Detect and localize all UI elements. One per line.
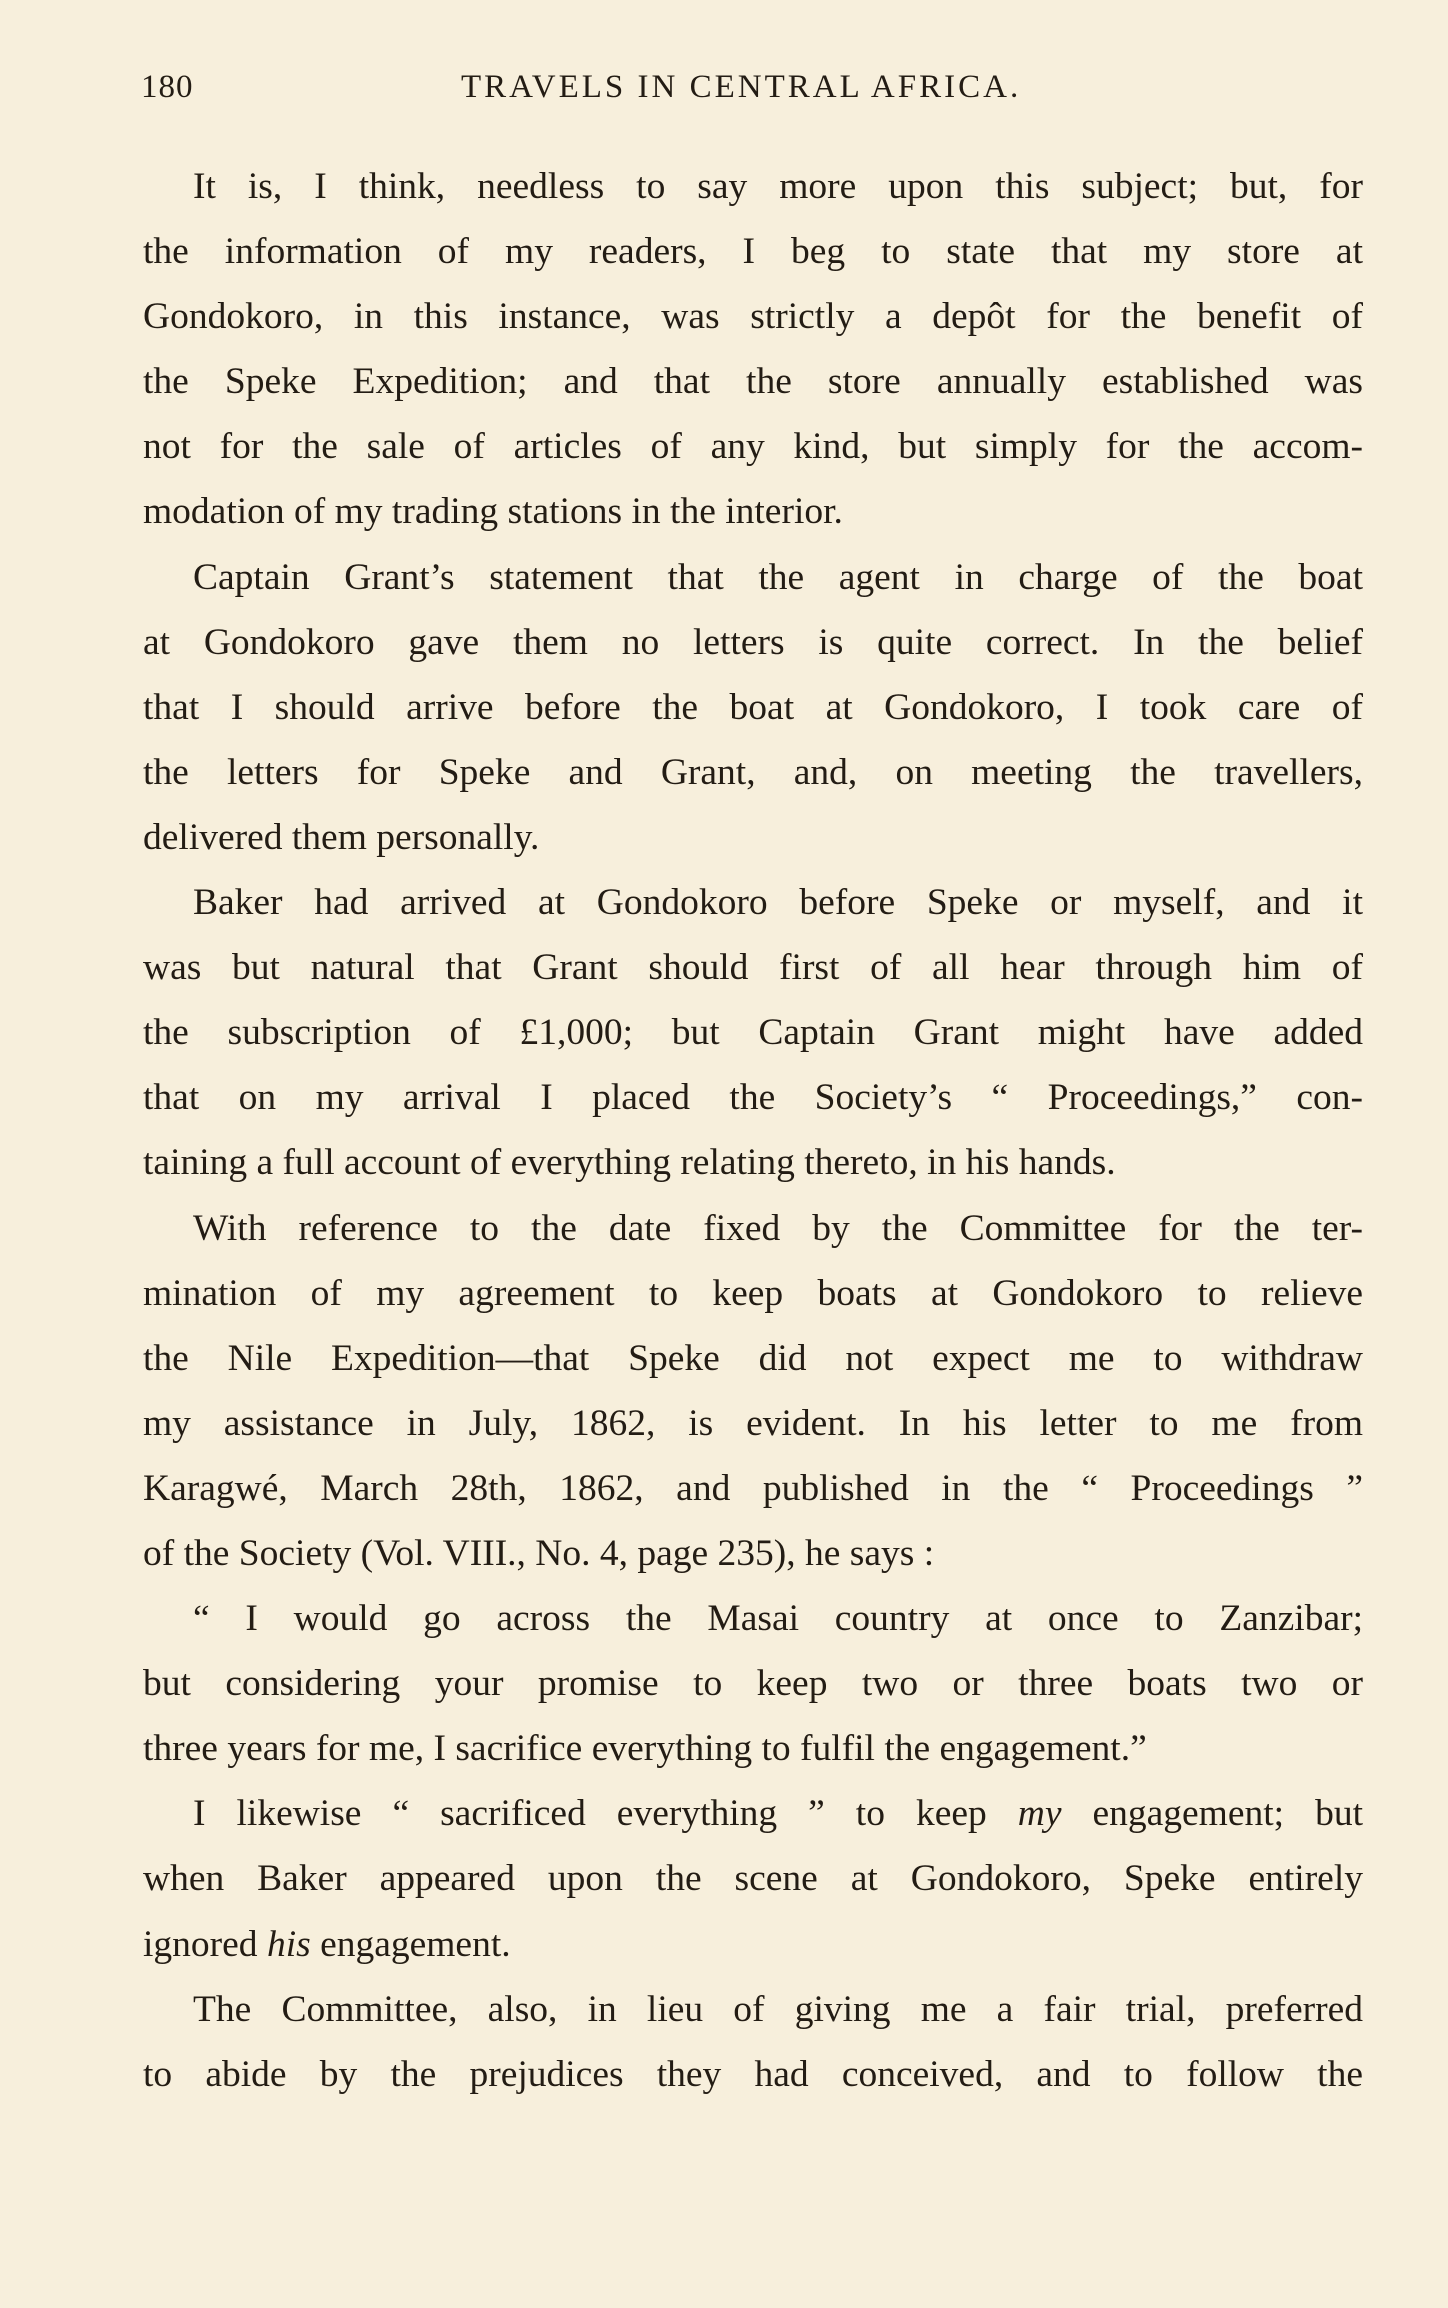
text-line: Gondokoro, in this instance, was strictly a depôt for the benefit of [143,296,1363,338]
text-segment: ignored [143,1923,267,1965]
text-line: taining a full account of everything relating thereto, in his hands. [143,1142,1116,1184]
body-text [143,154,1363,2107]
page-header [141,62,1361,112]
text-line: The Committee, also, in lieu of giving me a fair trial, preferred [193,1988,1363,2030]
text-line: the subscription of £1,000; but Captain Grant might have added [143,1012,1363,1054]
text-line: was but natural that Grant should first of all hear through him of [143,947,1363,989]
text-line: mination of my agreement to keep boats at Gondokoro to relieve [143,1272,1363,1314]
text-line: the letters for Speke and Grant, and, on meeting the travellers, [143,751,1363,793]
text-line [143,1912,1363,1977]
text-segment: engagement. [310,1923,511,1965]
text-line: of the Society (Vol. VIII., No. 4, page 235), he says : [143,1532,935,1574]
quote-line: but considering your promise to keep two or three boats two or [143,1663,1363,1705]
text-line: the Speke Expedition; and that the store annually established was [143,361,1363,403]
page-number: 180 [141,69,194,105]
text-line: at Gondokoro gave them no letters is quite correct. In the belief [143,621,1363,663]
text-line: the Nile Expedition—that Speke did not expect me to withdraw [143,1337,1363,1379]
text-segment: I likewise “ sacrificed everything ” to keep [193,1793,1018,1835]
text-line: It is, I think, needless to say more upon this subject; but, for [193,166,1363,207]
italic-word: my [1017,1793,1062,1835]
text-line: when Baker appeared upon the scene at Gondokoro, Speke entirely [143,1858,1363,1900]
text-line: With reference to the date fixed by the Committee for the ter- [193,1207,1363,1249]
quote-line: three years for me, I sacrifice everything to fulfil the engagement.” [143,1728,1147,1770]
text-line: Captain Grant’s statement that the agent in charge of the boat [193,556,1363,598]
text-line: modation of my trading stations in the interior. [143,491,843,533]
text-line: my assistance in July, 1862, is evident. In his letter to me from [143,1402,1363,1444]
text-line: delivered them personally. [143,816,540,858]
text-line: Karagwé, March 28th, 1862, and published in the “ Proceedings ” [143,1467,1363,1509]
text-line: not for the sale of articles of any kind, but simply for the accom- [143,426,1363,468]
text-line: that I should arrive before the boat at Gondokoro, I took care of [143,686,1363,728]
italic-word: his [266,1923,311,1965]
text-line: Baker had arrived at Gondokoro before Speke or myself, and it [193,882,1363,924]
quote-line: “ I would go across the Masai country at once to Zanzibar; [193,1598,1363,1640]
text-line: to abide by the prejudices they had conceived, and to follow the [143,2053,1363,2095]
running-head: TRAVELS IN CENTRAL AFRICA. [461,69,1022,105]
text-line [143,1781,1363,1846]
text-line: that on my arrival I placed the Society’s “ Proceedings,” con- [143,1077,1363,1119]
text-line: the information of my readers, I beg to state that my store at [143,231,1363,273]
text-segment: engagement; but [1061,1793,1363,1835]
